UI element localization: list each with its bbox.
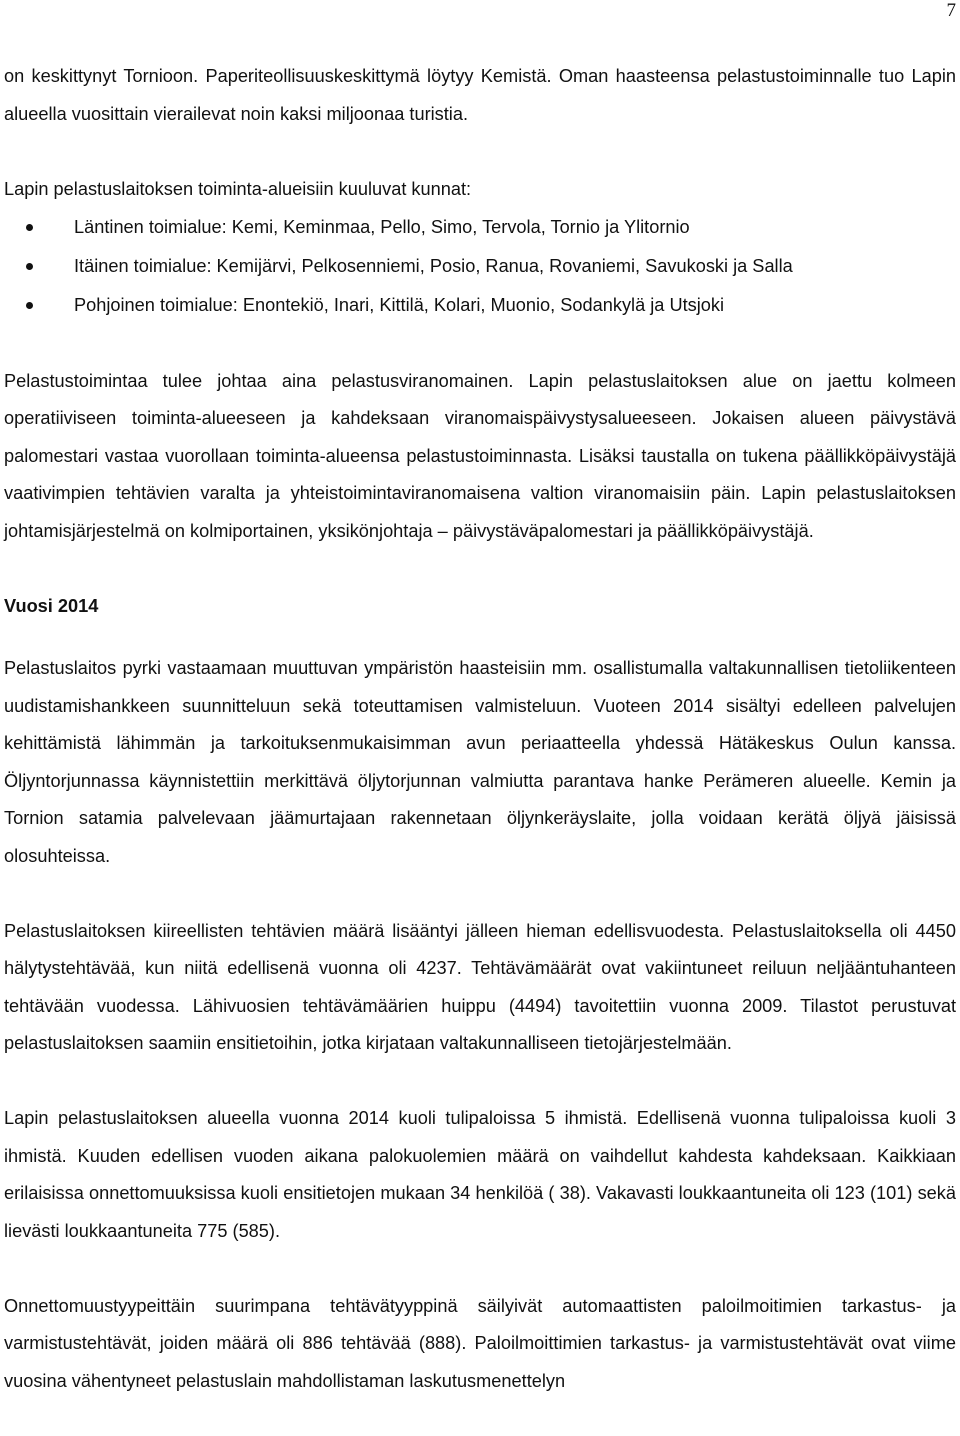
spacer (4, 550, 956, 588)
section-heading-2014: Vuosi 2014 (4, 595, 99, 616)
spacer (4, 875, 956, 913)
paragraph-command-structure: Pelastustoimintaa tulee johtaa aina pelastusviranomainen. Lapin pelastuslaitoksen alue on jaettu kolmeen operatiiviseen toiminta-alueeseen ja kahdeksaan viranomaispäivystysalueeseen. Jokaisen alueen päivystävä palomestari vastaa vuorollaan toiminta-alueensa pelastustoiminnasta. Lisäksi taustalla on tukena päällikköpäivystäjä vaativimpien tehtävien varalta ja yhteistoimintaviranomaisena valtion viranomaisiin päin. Lapin pelastuslaitoksen johtamisjärjestelmä on kolmiportainen, yksikönjohtaja – päivystäväpalomestari ja päällikköpäivystäjä. (4, 370, 956, 541)
spacer (4, 1250, 956, 1288)
operating-areas-list (4, 208, 956, 325)
spacer (4, 1063, 956, 1101)
paragraph-fire-deaths: Lapin pelastuslaitoksen alueella vuonna 2014 kuoli tulipaloissa 5 ihmistä. Edellisenä vuonna tulipaloissa kuoli 3 ihmistä. Kuuden edellisen vuoden aikana palokuolemien määrä on vaihdellut kahdesta kahdeksaan. Kaikkiaan erilaisissa onnettomuuksissa kuoli ensitietojen mukaan 34 henkilöä ( 38). Vakavasti loukkaantuneita oli 123 (101) sekä lievästi loukkaantuneita 775 (585). (4, 1108, 956, 1241)
spacer (4, 325, 956, 363)
paragraph-year-2014: Pelastuslaitos pyrki vastaamaan muuttuvan ympäristön haasteisiin mm. osallistumalla valtakunnallisen tietoliikenteen uudistamishankkeen suunnitteluun sekä toteuttamisen valmisteluun. Vuoteen 2014 sisältyi edelleen palvelujen kehittämistä lähimmän ja tarkoituksenmukaisimman avun periaatteella yhdessä Hätäkeskus Oulun kanssa. Öljyntorjunnassa käynnistettiin merkittävä öljytorjunnan valmiutta parantava hanke Perämeren alueelle. Kemin ja Tornion satamia palvelevaan jäämurtajaan rakennetaan öljynkeräyslaite, jolla voidaan kerätä öljyä jäisissä olosuhteissa. (4, 658, 956, 866)
list-item-eastern-area: Itäinen toimialue: Kemijärvi, Pelkosenniemi, Posio, Ranua, Rovaniemi, Savukoski ja Salla (4, 247, 956, 286)
paragraph-municipalities-intro: Lapin pelastuslaitoksen toiminta-alueisiin kuuluvat kunnat: (4, 178, 472, 199)
spacer (4, 133, 956, 171)
spacer (4, 625, 956, 650)
paragraph-alarm-tasks: Pelastuslaitoksen kiireellisten tehtävien määrä lisääntyi jälleen hieman edellisvuodesta. Pelastuslaitoksella oli 4450 hälytystehtävää, kun niitä edellisenä vuonna oli 4237. Tehtävämäärät ovat vakiintuneet reiluun neljääntuhanteen tehtävään vuodessa. Lähivuosien tehtävämäärien huippu (4494) tavoitettiin vuonna 2009. Tilastot perustuvat pelastuslaitoksen saamiin ensitietoihin, jotka kirjataan valtakunnalliseen tietojärjestelmään. (4, 920, 956, 1053)
paragraph-incident-types: Onnettomuustyypeittäin suurimpana tehtävätyyppinä säilyivät automaattisten paloilmoitimien tarkastus- ja varmistustehtävät, joiden määrä oli 886 tehtävää (888). Paloilmoittimien tarkastus- ja varmistustehtävät ovat viime vuosina vähentyneet pelastuslain mahdollistaman laskutusmenettelyn (4, 1295, 956, 1391)
paragraph-tourism: on keskittynyt Tornioon. Paperiteollisuuskeskittymä löytyy Kemistä. Oman haasteensa pelastustoiminnalle tuo Lapin alueella vuosittain vierailevat noin kaksi miljoonaa turistia. (4, 66, 956, 124)
list-item-western-area: Läntinen toimialue: Kemi, Keminmaa, Pello, Simo, Tervola, Tornio ja Ylitornio (4, 208, 956, 247)
list-item-northern-area: Pohjoinen toimialue: Enontekiö, Inari, Kittilä, Kolari, Muonio, Sodankylä ja Utsjoki (4, 286, 956, 325)
page-number: 7 (946, 0, 956, 21)
document-body (4, 58, 956, 1400)
